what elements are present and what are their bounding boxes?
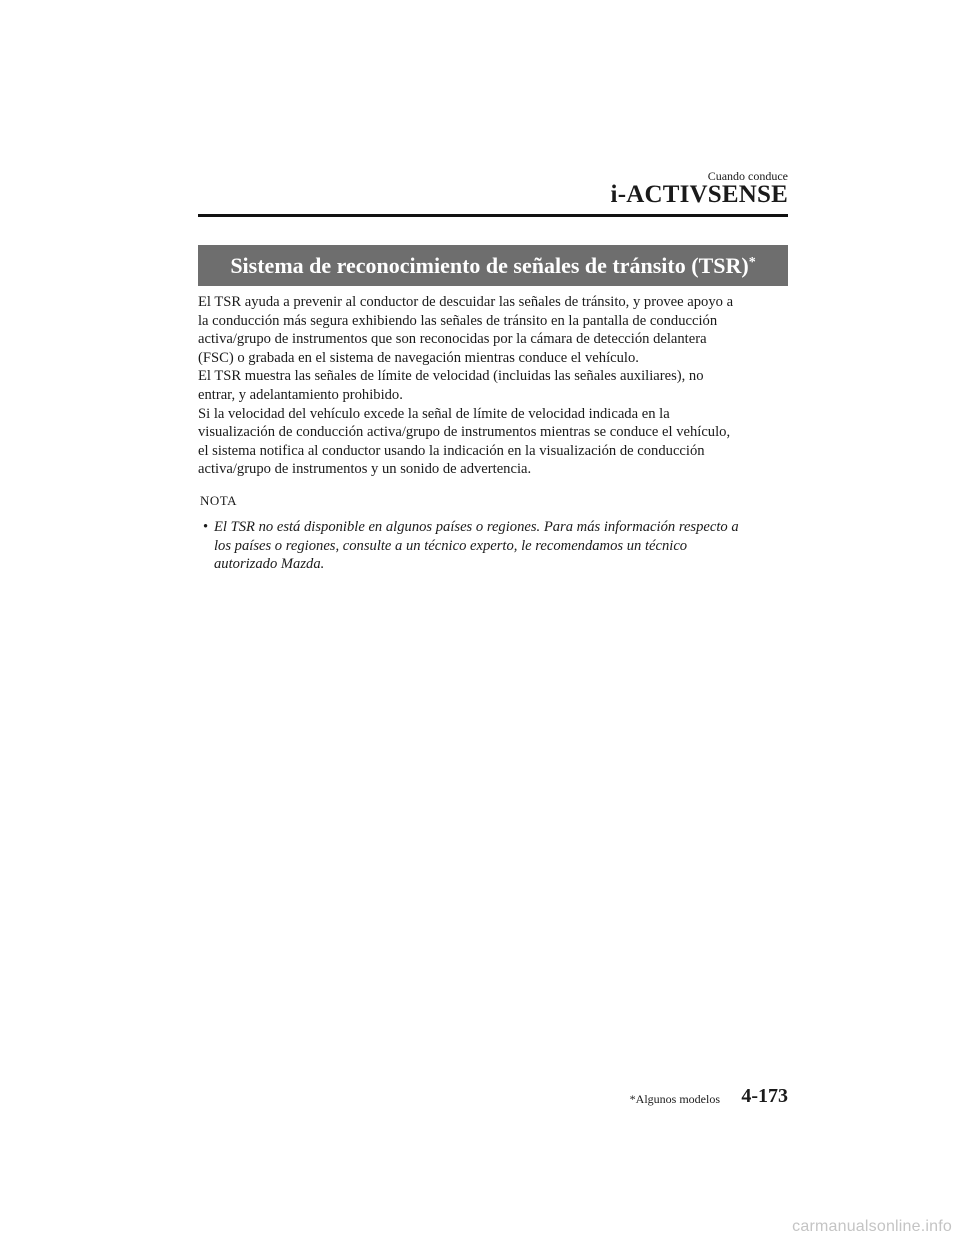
note-line: autorizado Mazda. <box>214 556 325 573</box>
header-section-label: Cuando conduce <box>707 169 788 183</box>
text-line: visualización de conducción activa/grupo de instrumentos mientras se conduce el vehículo, <box>198 424 731 441</box>
text-line: activa/grupo de instrumentos que son reconocidas por la cámara de detección delantera <box>198 331 707 348</box>
section-title-band <box>198 245 788 286</box>
text-line: (FSC) o grabada en el sistema de navegación mientras conduce el vehículo. <box>198 349 639 366</box>
text-line: El TSR muestra las señales de límite de velocidad (incluidas las señales auxiliares), no <box>198 368 704 385</box>
page-number: 4-173 <box>741 1085 788 1107</box>
text-line: la conducción más segura exhibiendo las señales de tránsito en la pantalla de conducción <box>198 312 718 329</box>
paragraph-intro <box>198 293 798 367</box>
text-line: el sistema notifica al conductor usando la indicación en la visualización de conducción <box>198 442 705 459</box>
header-rule <box>198 214 788 217</box>
text-line: activa/grupo de instrumentos y un sonido de advertencia. <box>198 461 532 478</box>
footnote-some-models: *Algunos modelos <box>629 1092 720 1106</box>
optional-equipment-marker: * <box>748 254 756 270</box>
text-line: El TSR ayuda a prevenir al conductor de descuidar las señales de tránsito, y provee apoyo a <box>198 294 734 310</box>
note-text <box>214 518 803 574</box>
body-text <box>198 293 798 479</box>
note-item <box>203 518 803 574</box>
paragraph-speed-warning <box>198 405 798 479</box>
note-line: los países o regiones, consulte a un técnico experto, le recomendamos un técnico <box>214 537 688 554</box>
bullet-icon: • <box>203 519 209 535</box>
paragraph-signs <box>198 367 798 404</box>
header-chapter-title: i-ACTIVSENSE <box>610 181 788 208</box>
note-label: NOTA <box>200 493 238 508</box>
watermark: carmanualsonline.info <box>792 1218 952 1235</box>
section-title: Sistema de reconocimiento de señales de tránsito (TSR) <box>230 252 749 278</box>
text-line: Si la velocidad del vehículo excede la señal de límite de velocidad indicada en la <box>198 405 670 422</box>
text-line: entrar, y adelantamiento prohibido. <box>198 386 403 403</box>
note-line: El TSR no está disponible en algunos países o regiones. Para más información respecto a <box>214 519 739 535</box>
